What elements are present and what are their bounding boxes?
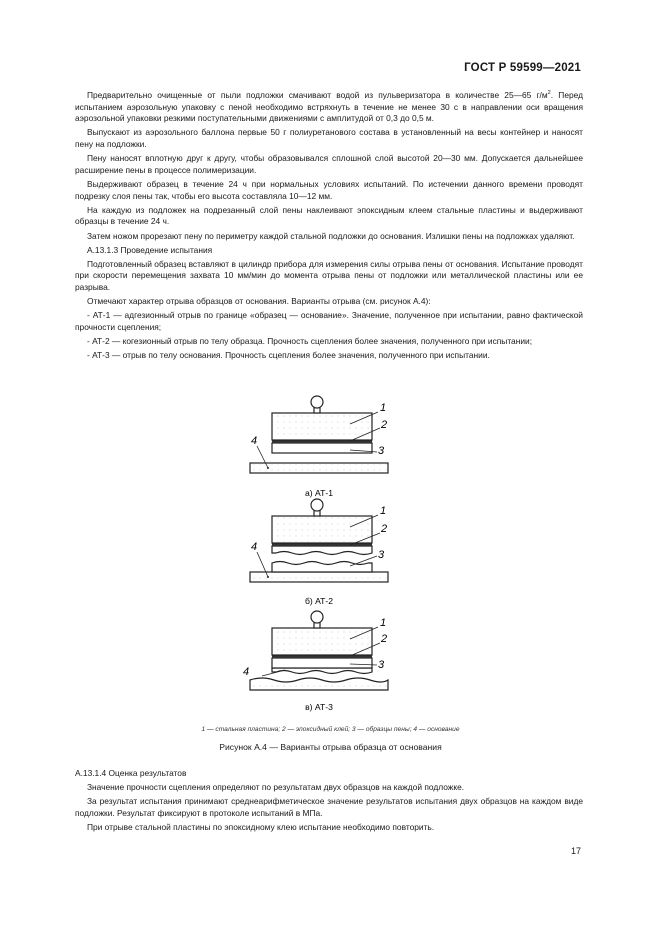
- foam-upper-part: [272, 546, 372, 555]
- paragraph-3: Пену наносят вплотную друг к другу, чтобы образовывался сплошной слой высотой 20—30 мм. Допускается дальнейшее расширение пены в процессе полимеризации.: [75, 153, 583, 175]
- callout-3: 3: [378, 659, 385, 671]
- figure-drawing: [0, 385, 661, 725]
- results-paragraph-2: За результат испытания принимают среднеарифметическое значение результатов испытания двух образцов на каждом виде подложки. Результат фиксируют в протоколе испытаний в МПа.: [75, 796, 583, 818]
- figure-title: Рисунок А.4 — Варианты отрыва образца от основания: [219, 742, 442, 752]
- base-texture: [251, 464, 387, 472]
- steel-texture: [273, 414, 371, 439]
- results-paragraph-3: При отрыве стальной пластины по эпоксидному клею испытание необходимо повторить.: [87, 822, 435, 833]
- callout-2: 2: [381, 419, 388, 431]
- base-texture: [251, 573, 387, 581]
- paragraph-1: Предварительно очищенные от пыли подложки смачивают водой из пульверизатора в количестве 25—65 $г/м^2$. Перед испытанием аэрозольную упаковку с пеной необходимо встряхнуть в течение не менее 30 с в направлении оси вращения аэрозольной упаковки резкими поступательными движениями с амплитудой от 0,3 до 0,5 м.: [75, 90, 583, 124]
- foam-sample: [272, 443, 372, 453]
- paragraph-4: Выдерживают образец в течение 24 ч при нормальных условиях испытаний. По истечении данного времени проводят подрезку слоя пены так, чтобы его высота составляла 10—12 мм.: [75, 178, 583, 201]
- callout-4: 4: [251, 435, 258, 447]
- section-heading-a1313: А.13.1.3 Проведение испытания: [87, 244, 213, 255]
- subcaption-at1: а) АТ-1: [305, 488, 333, 498]
- figure-a4: [0, 385, 661, 735]
- diagram-at2: [250, 499, 388, 606]
- foam-sample: [272, 658, 372, 668]
- diagram-at1: [250, 396, 388, 498]
- paragraph-2: Выпускают из аэрозольного баллона первые 50 г полиуретанового состава в установленный на весы контейнер и наносят пену на подложки.: [75, 127, 583, 149]
- list-item-at1: - АТ-1 — адгезионный отрыв по границе «образец — основание». Значение, полученное при испытании, равно фактической прочности сцепления;: [75, 310, 583, 333]
- list-item-at3: - АТ-3 — отрыв по телу основания. Прочность сцепления более значения, полученного при испытании.: [87, 350, 490, 361]
- hook-ring: [311, 611, 323, 623]
- section-heading-a1314: А.13.1.4 Оценка результатов: [75, 768, 187, 778]
- page-number: 17: [570, 846, 581, 856]
- figure-legend: 1 — стальная пластина; 2 — эпоксидный клей; 3 — образцы пены; 4 — основание: [201, 726, 460, 733]
- standard-header: ГОСТ Р 59599—2021: [464, 62, 581, 74]
- hook-ring: [311, 396, 323, 408]
- callout-dot-4: [267, 576, 269, 578]
- list-item-at2: - АТ-2 — когезионный отрыв по телу образца. Прочность сцепления более значения, полученного при испытании;: [87, 336, 533, 347]
- base-texture: [251, 682, 387, 689]
- hook-ring: [311, 499, 323, 511]
- callout-3: 3: [378, 445, 385, 457]
- callout-4: 4: [243, 666, 250, 678]
- callout-4: 4: [251, 541, 258, 553]
- callout-1: 1: [380, 617, 387, 629]
- callout-1: 1: [380, 402, 387, 414]
- procedure-text: [75, 90, 583, 365]
- base-plate-upper: [272, 668, 372, 674]
- diagram-at3: [243, 611, 388, 712]
- results-section: [75, 768, 583, 836]
- paragraph-7: Подготовленный образец вставляют в цилиндр прибора для измерения силы отрыва пены от основания. Испытание проводят при скорости перемещения захвата 10 мм/мин до момента отрыва пены от подложки или металлической пластины или ее разрыва.: [75, 258, 583, 293]
- results-paragraph-1: Значение прочности сцепления определяют по результатам двух образцов на каждой подложке.: [87, 782, 465, 793]
- steel-texture: [273, 517, 371, 542]
- callout-dot-4: [267, 467, 269, 469]
- paragraph-8: Отмечают характер отрыва образцов от основания. Варианты отрыва (см. рисунок А.4):: [87, 296, 431, 307]
- callout-1: 1: [380, 505, 387, 517]
- subcaption-at3: в) АТ-3: [305, 702, 333, 712]
- subcaption-at2: б) АТ-2: [304, 596, 334, 606]
- steel-texture: [273, 629, 371, 654]
- paragraph-6: Затем ножом прорезают пену по периметру каждой стальной подложки до основания. Излишки пены на подложках удаляют.: [87, 230, 575, 241]
- callout-2: 2: [381, 523, 388, 535]
- callout-3: 3: [378, 549, 385, 561]
- paragraph-5: На каждую из подложек на подрезанный слой пены наклеивают эпоксидным клеем стальные пластины и выдерживают образцы в течение 24 ч.: [75, 204, 583, 227]
- callout-2: 2: [381, 633, 388, 645]
